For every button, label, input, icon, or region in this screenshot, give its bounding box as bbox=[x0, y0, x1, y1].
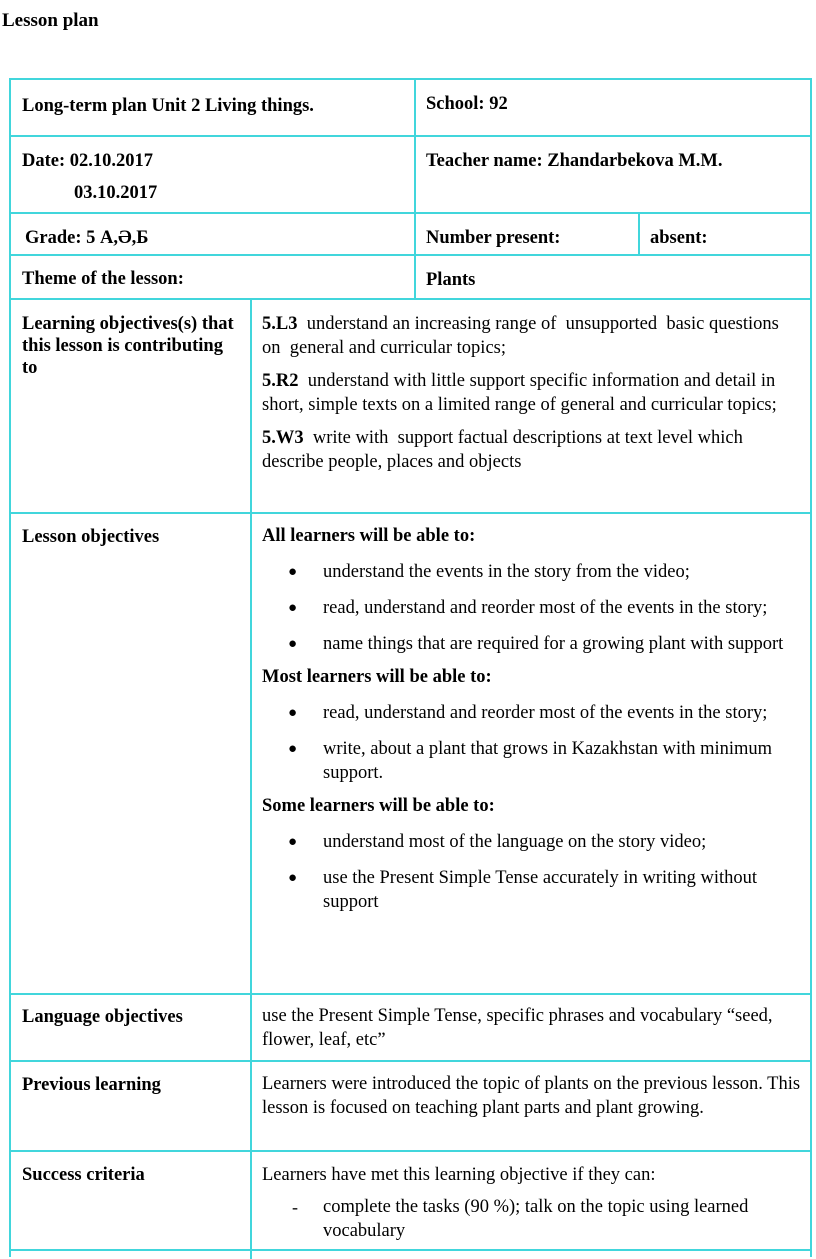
objective-code: 5.W3 bbox=[262, 428, 304, 448]
learning-objectives-label: Learning objectives(s) that this lesson is contributing to bbox=[22, 314, 234, 378]
list-item bbox=[262, 737, 804, 785]
list-item bbox=[262, 560, 804, 584]
list-item bbox=[262, 830, 804, 854]
lesson-objectives-content bbox=[252, 524, 804, 926]
lesson-objectives-label: Lesson objectives bbox=[22, 527, 160, 547]
list-item-text: complete the tasks (90 %); talk on the topic using learned vocabulary bbox=[323, 1197, 749, 1241]
bullet-icon: ● bbox=[288, 741, 298, 757]
theme-value: Plants bbox=[426, 270, 476, 290]
objective-item bbox=[262, 369, 798, 417]
success-criteria-intro: Learners have met this learning objective if they can: bbox=[262, 1165, 656, 1185]
list-item bbox=[262, 866, 804, 914]
some-learners-heading: Some learners will be able to: bbox=[262, 796, 495, 816]
absent-cell: absent: bbox=[650, 228, 708, 248]
list-item-text: use the Present Simple Tense accurately in writing without support bbox=[323, 868, 758, 912]
list-item-text: understand the events in the story from the video; bbox=[323, 562, 690, 582]
school-cell: School: 92 bbox=[426, 94, 508, 114]
bullet-icon: ● bbox=[288, 705, 298, 721]
date-second: 03.10.2017 bbox=[74, 183, 158, 203]
objective-item bbox=[262, 312, 798, 360]
bullet-icon: ● bbox=[288, 564, 298, 580]
learning-objectives-content bbox=[252, 312, 798, 483]
previous-learning-label: Previous learning bbox=[22, 1075, 161, 1095]
list-item bbox=[262, 596, 804, 620]
list-item bbox=[262, 632, 804, 656]
grade-cell: Grade: 5 А,Ә,Б bbox=[25, 228, 149, 248]
list-item-text: read, understand and reorder most of the events in the story; bbox=[323, 703, 768, 723]
language-objectives-text: use the Present Simple Tense, specific phrases and vocabulary “seed, flower, leaf, etc” bbox=[262, 1006, 773, 1050]
some-learners-list bbox=[262, 830, 804, 914]
most-learners-list bbox=[262, 701, 804, 785]
objective-text: understand an increasing range of unsupported basic questions on general and curricular topics; bbox=[262, 314, 784, 358]
objective-code: 5.L3 bbox=[262, 314, 298, 334]
date-label: Date: 02.10.2017 bbox=[22, 151, 154, 171]
all-learners-heading: All learners will be able to: bbox=[262, 526, 476, 546]
bullet-icon: ● bbox=[288, 600, 298, 616]
list-item-text: understand most of the language on the story video; bbox=[323, 832, 707, 852]
theme-label: Theme of the lesson: bbox=[22, 269, 184, 289]
objective-text: understand with little support specific information and detail in short, simple texts on a limited range of general and curricular topics; bbox=[262, 371, 780, 415]
list-item bbox=[262, 1195, 804, 1243]
date-cell bbox=[12, 149, 412, 205]
lesson-plan-table bbox=[9, 78, 812, 1257]
bullet-icon: ● bbox=[288, 870, 298, 886]
success-criteria-label: Success criteria bbox=[22, 1165, 145, 1185]
bullet-icon: ● bbox=[288, 834, 298, 850]
list-item-text: write, about a plant that grows in Kazakhstan with minimum support. bbox=[323, 739, 773, 783]
objective-item bbox=[262, 426, 798, 474]
document-title: Lesson plan bbox=[2, 10, 99, 31]
objective-code: 5.R2 bbox=[262, 371, 299, 391]
list-item-text: name things that are required for a growing plant with support bbox=[323, 634, 784, 654]
list-item-text: read, understand and reorder most of the events in the story; bbox=[323, 598, 768, 618]
bullet-icon: ● bbox=[288, 636, 298, 652]
success-criteria-content bbox=[252, 1163, 804, 1255]
number-present-cell: Number present: bbox=[426, 228, 561, 248]
language-objectives-label: Language objectives bbox=[22, 1007, 183, 1027]
long-term-plan-cell: Long-term plan Unit 2 Living things. bbox=[22, 96, 314, 116]
previous-learning-text: Learners were introduced the topic of plants on the previous lesson. This lesson is focused on teaching plant parts and plant growing. bbox=[262, 1074, 801, 1118]
all-learners-list bbox=[262, 560, 804, 656]
most-learners-heading: Most learners will be able to: bbox=[262, 667, 492, 687]
dash-marker: - bbox=[292, 1197, 298, 1217]
objective-text: write with support factual descriptions at text level which describe people, places and objects bbox=[262, 428, 748, 472]
success-criteria-list bbox=[262, 1195, 804, 1243]
teacher-name-cell: Teacher name: Zhandarbekova M.M. bbox=[426, 151, 723, 171]
list-item bbox=[262, 701, 804, 725]
